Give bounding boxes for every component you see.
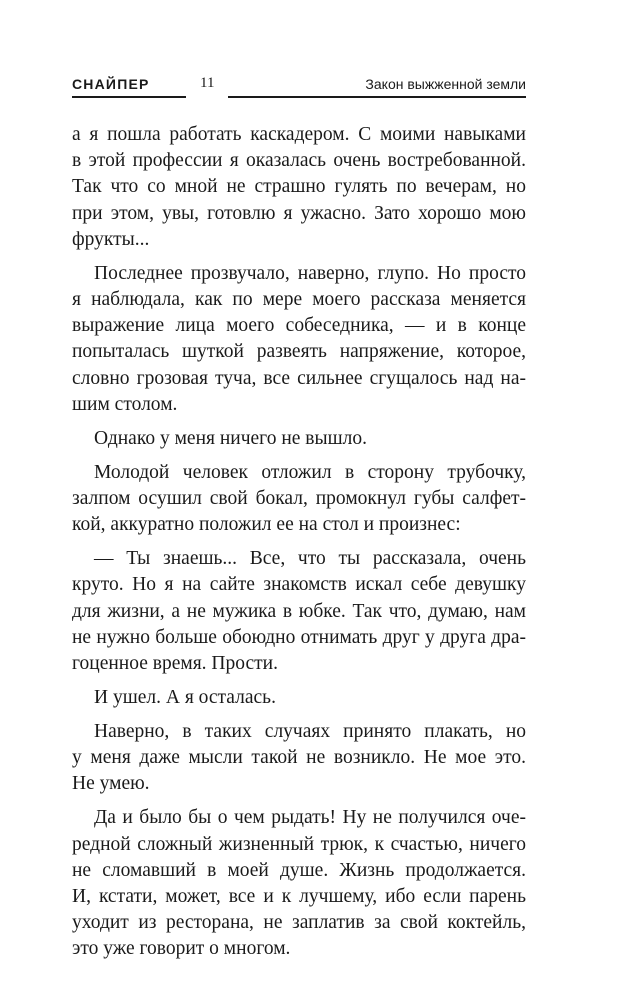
text-line: это уже говорит о многом. (72, 938, 291, 960)
text-line: не сломавший в моей душе. Жизнь продолжается. (72, 859, 526, 881)
book-title: Закон выжженной земли (365, 76, 526, 92)
series-underline (72, 96, 186, 98)
paragraph (72, 426, 526, 452)
text-line: Последнее прозвучало, наверно, глупо. Но просто (94, 262, 526, 284)
text-line: И, кстати, может, все и к лучшему, ибо если парень (72, 886, 526, 908)
paragraph (72, 546, 526, 677)
page-body-text (72, 122, 526, 970)
text-line: Да и было бы о чем рыдать! Ну не получился оче- (94, 807, 526, 829)
text-line: круто. Но я на сайте знакомств искал себе девушку (72, 574, 526, 596)
paragraph (72, 685, 526, 711)
series-name: СНАЙПЕР (72, 76, 150, 92)
text-line: шим столом. (72, 393, 178, 415)
text-line: Однако у меня ничего не вышло. (94, 427, 367, 449)
text-line: Молодой человек отложил в сторону трубочку, (94, 461, 526, 483)
text-line: редной сложный жизненный трюк, к счастью, ничего (72, 833, 526, 855)
text-line: Так что со мной не страшно гулять по вечерам, но (72, 176, 526, 198)
text-line: Наверно, в таких случаях принято плакать, но (94, 721, 526, 743)
paragraph (72, 719, 526, 798)
text-line: при этом, увы, готовлю я ужасно. Зато хорошо мою (72, 202, 526, 224)
paragraph (72, 805, 526, 962)
text-line: Не умею. (72, 773, 150, 795)
text-line: фрукты... (72, 228, 150, 250)
text-line: а я пошла работать каскадером. С моими навыками (72, 124, 526, 145)
text-line: кой, аккуратно положил ее на стол и произнес: (72, 514, 461, 536)
text-line: уходит из ресторана, не заплатив за свой коктейль, (72, 912, 526, 934)
running-header (72, 76, 526, 98)
paragraph (72, 122, 526, 253)
paragraph (72, 460, 526, 539)
title-underline (228, 96, 526, 98)
paragraph (72, 261, 526, 418)
text-line: в этой профессии я оказалась очень востребованной. (72, 150, 526, 172)
text-line: гоценное время. Прости. (72, 653, 278, 675)
text-line: залпом осушил свой бокал, промокнул губы салфет- (72, 488, 526, 510)
text-line: не нужно больше обоюдно отнимать друг у друга дра- (72, 626, 526, 648)
text-line: словно грозовая туча, все сильнее сгущалось над на- (72, 367, 526, 389)
page-number: 11 (200, 75, 215, 91)
text-line: выражение лица моего собеседника, — и в конце (72, 315, 526, 337)
text-line: я наблюдала, как по мере моего рассказа меняется (72, 289, 526, 311)
text-line: попыталась шуткой развеять напряжение, которое, (72, 341, 526, 363)
text-line: — Ты знаешь... Все, что ты рассказала, очень (94, 548, 526, 570)
text-line: у меня даже мысли такой не возникло. Не мое это. (72, 747, 526, 769)
text-line: И ушел. А я осталась. (94, 687, 276, 709)
text-line: для жизни, а не мужика в юбке. Так что, думаю, нам (72, 600, 526, 622)
